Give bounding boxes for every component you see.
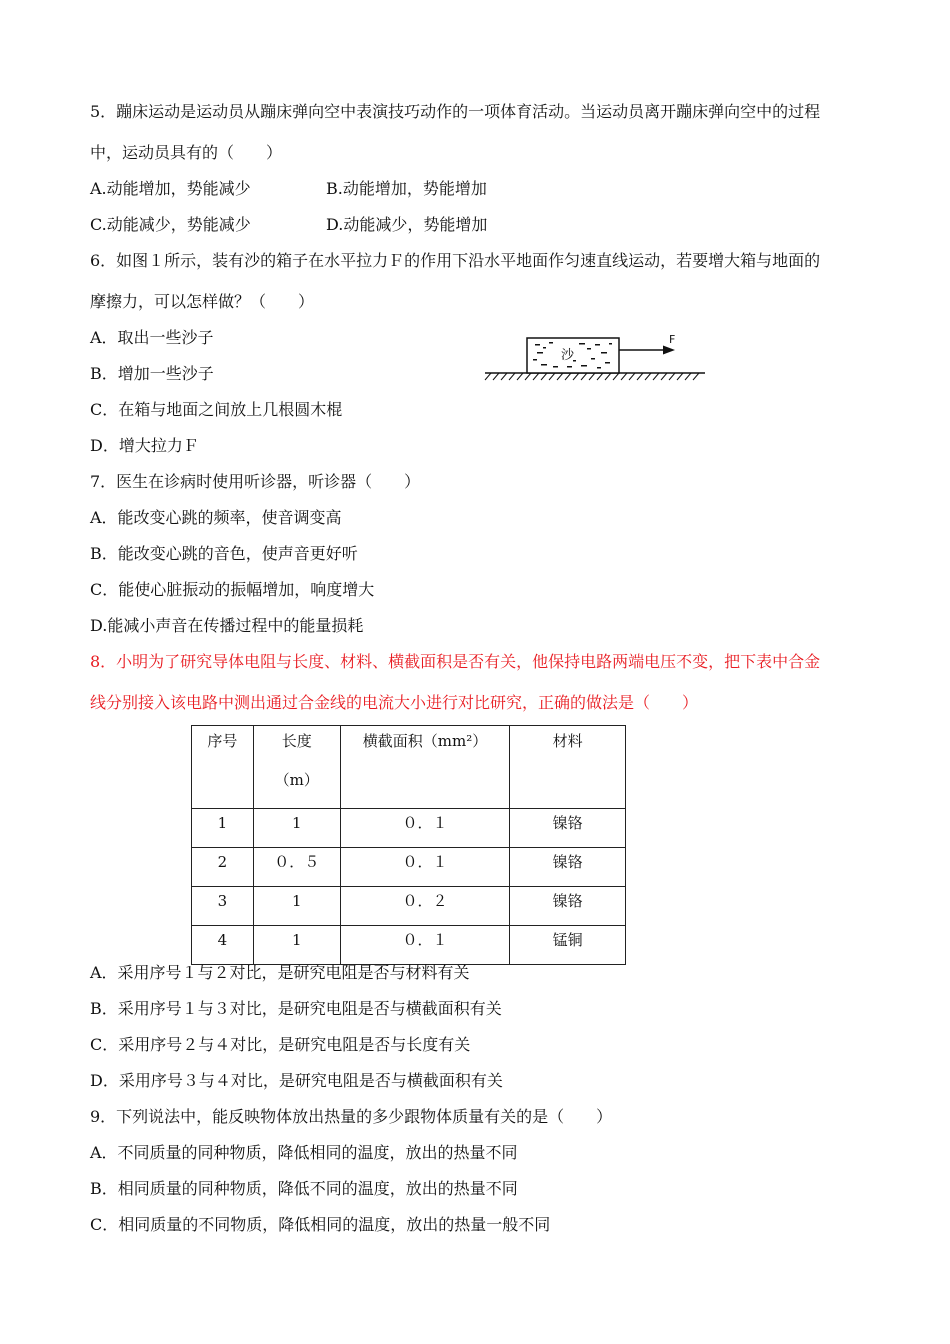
q8-stem-line2: 线分别接入该电路中测出通过合金线的电流大小进行对比研究，正确的做法是（ ） (90, 693, 699, 712)
header-length-label: 长度 (281, 732, 312, 750)
q9-option-c: C．相同质量的不同物质，降低相同的温度，放出的热量一般不同 (90, 1215, 551, 1234)
q6-option-d: D．增大拉力Ｆ (90, 436, 199, 455)
table-header-row (192, 726, 626, 809)
sand-box-figure (483, 328, 708, 384)
force-label: F (669, 333, 676, 346)
q6-stem-line1: 6．如图１所示，装有沙的箱子在水平拉力Ｆ的作用下沿水平地面作匀速直线运动，若要增大箱与地面的 (90, 251, 821, 270)
cell-length: 1 (253, 809, 340, 848)
resistance-table (191, 725, 626, 965)
table-row (192, 926, 626, 965)
cell-length: 1 (253, 887, 340, 926)
table-row (192, 887, 626, 926)
cell-length: 1 (253, 926, 340, 965)
q5-option-d: D.动能减少，势能增加 (326, 215, 488, 234)
q8-option-b: B．采用序号１与３对比，是研究电阻是否与横截面积有关 (90, 999, 502, 1018)
q8-option-a: A．采用序号１与２对比，是研究电阻是否与材料有关 (90, 963, 470, 982)
q7-option-a: A．能改变心跳的频率，使音调变高 (90, 508, 342, 527)
cell-index: 3 (192, 887, 254, 926)
cell-material: 锰铜 (510, 926, 626, 965)
q6-option-c: C．在箱与地面之间放上几根圆木棍 (90, 400, 343, 419)
force-arrow-head (663, 346, 675, 355)
cell-material: 镍铬 (510, 848, 626, 887)
cell-area: ０．１ (340, 809, 510, 848)
table-row (192, 809, 626, 848)
cell-index: 2 (192, 848, 254, 887)
header-index: 序号 (192, 726, 254, 809)
q5-option-a: A.动能增加，势能减少 (90, 179, 251, 198)
cell-index: 1 (192, 809, 254, 848)
cell-area: ０．１ (340, 848, 510, 887)
cell-area: ０．１ (340, 926, 510, 965)
q5-stem-line1: 5．蹦床运动是运动员从蹦床弹向空中表演技巧动作的一项体育活动。当运动员离开蹦床弹向空中的过程 (90, 102, 821, 121)
cell-material: 镍铬 (510, 809, 626, 848)
header-length (253, 726, 340, 809)
cell-material: 镍铬 (510, 887, 626, 926)
q7-option-b: B．能改变心跳的音色，使声音更好听 (90, 544, 358, 563)
cell-length: ０．５ (253, 848, 340, 887)
q5-stem-line2: 中，运动员具有的（ ） (90, 143, 283, 162)
q5-option-b: B.动能增加，势能增加 (326, 179, 487, 198)
q8-stem-line1: 8．小明为了研究导体电阻与长度、材料、横截面积是否有关，他保持电路两端电压不变，把下表中合金 (90, 652, 821, 671)
q5-option-c: C.动能减少，势能减少 (90, 215, 251, 234)
q6-option-b: B．增加一些沙子 (90, 364, 214, 383)
header-length-unit: （m） (274, 771, 319, 789)
q9-option-b: B．相同质量的同种物质，降低不同的温度，放出的热量不同 (90, 1179, 518, 1198)
q9-option-a: A．不同质量的同种物质，降低相同的温度，放出的热量不同 (90, 1143, 518, 1162)
q7-stem: 7．医生在诊病时使用听诊器，听诊器（ ） (90, 472, 421, 491)
ground-hatching (485, 373, 699, 380)
cell-index: 4 (192, 926, 254, 965)
q7-option-d: D.能减小声音在传播过程中的能量损耗 (90, 616, 364, 635)
q8-option-d: D．采用序号３与４对比，是研究电阻是否与横截面积有关 (90, 1071, 503, 1090)
header-area: 横截面积（mm²） (340, 726, 510, 809)
q6-option-a: A．取出一些沙子 (90, 328, 214, 347)
cell-area: ０．２ (340, 887, 510, 926)
q6-stem-line2: 摩擦力，可以怎样做？（ ） (90, 292, 315, 311)
q8-option-c: C．采用序号２与４对比，是研究电阻是否与长度有关 (90, 1035, 471, 1054)
q7-option-c: C．能使心脏振动的振幅增加，响度增大 (90, 580, 375, 599)
q9-stem: 9．下列说法中，能反映物体放出热量的多少跟物体质量有关的是（ ） (90, 1107, 613, 1126)
sand-label: 沙 (561, 348, 575, 363)
table-row (192, 848, 626, 887)
header-material: 材料 (510, 726, 626, 809)
